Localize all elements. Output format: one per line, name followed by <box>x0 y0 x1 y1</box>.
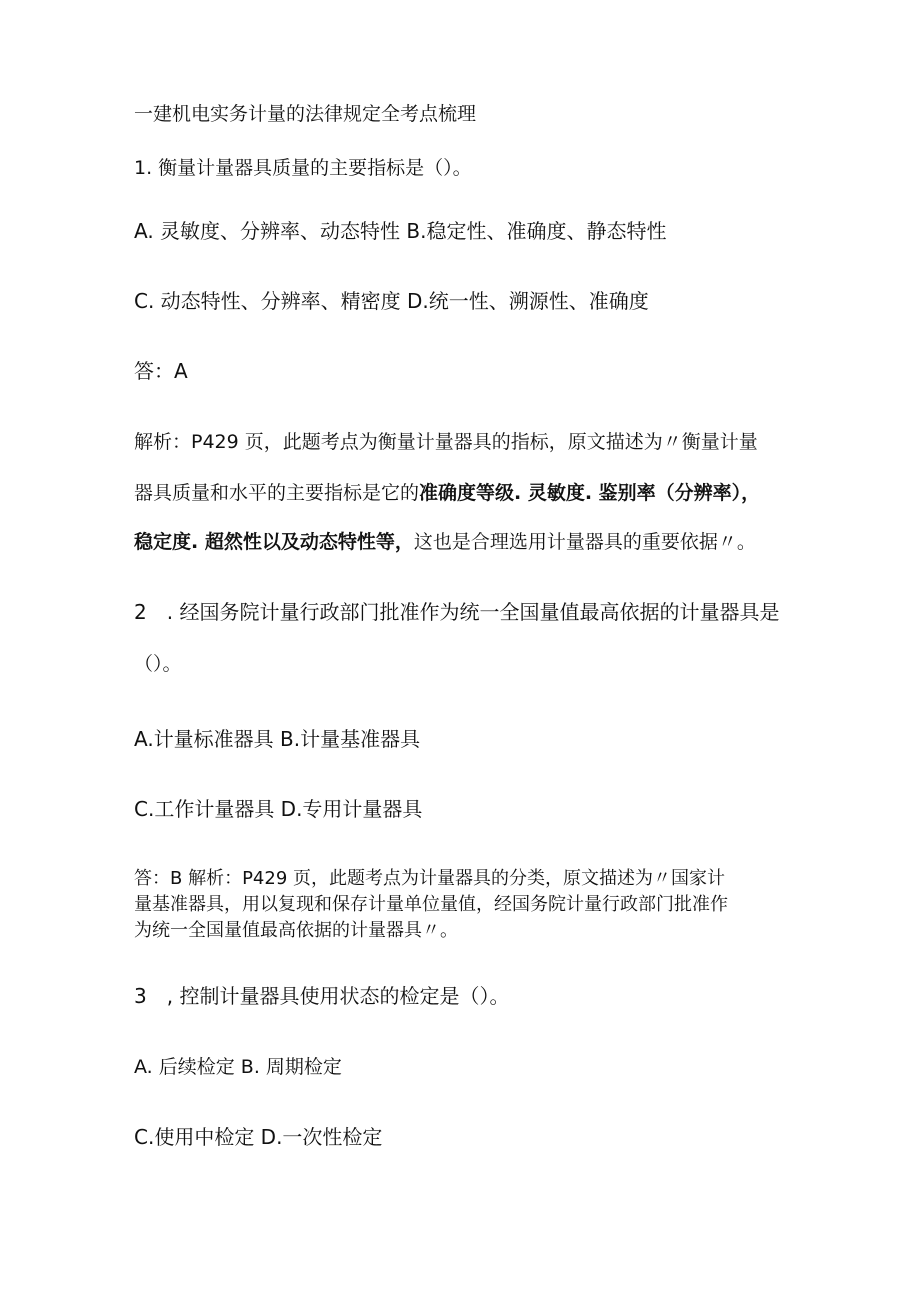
question-3-options-cd: C.使用中检定 D.一次性检定 <box>134 1125 383 1149</box>
question-2-stem-line-1: 2 . 经国务院计量行政部门批准作为统一全国量值最高依据的计量器具是 <box>134 600 780 624</box>
question-3-stem: 3 , 控制计量器具使用状态的检定是（）。 <box>134 984 510 1008</box>
document-title: 一建机电实务计量的法律规定全考点梳理 <box>134 103 477 125</box>
analysis-bold-text: 稳定度. 超然性以及动态特性等， <box>134 531 414 553</box>
question-1-analysis-line-3 <box>134 529 756 555</box>
question-1-analysis-line-1: 解析：P429 页，此题考点为衡量计量器具的指标，原文描述为〃衡量计量 <box>134 431 758 453</box>
question-2-analysis-line-2: 量基准器具，用以复现和保存计量单位量值，经国务院计量行政部门批准作 <box>134 894 728 915</box>
question-2-analysis-line-3: 为统一全国量值最高依据的计量器具〃。 <box>134 920 458 941</box>
question-1-stem: 1. 衡量计量器具质量的主要指标是（）。 <box>134 157 472 179</box>
question-1-analysis-line-2 <box>134 480 760 506</box>
question-1-answer: 答：A <box>134 359 188 383</box>
question-2-options-ab: A.计量标准器具 B.计量基准器具 <box>134 727 421 751</box>
question-1-options-ab: A. 灵敏度、分辨率、动态特性 B.稳定性、准确度、静态特性 <box>134 219 667 243</box>
question-2-options-cd: C.工作计量器具 D.专用计量器具 <box>134 797 423 821</box>
analysis-text: 器具质量和水平的主要指标是它的 <box>134 482 420 504</box>
analysis-bold-text: 准确度等级. 灵敏度. 鉴别率（分辨率）， <box>419 482 761 504</box>
question-3-options-ab: A. 后续检定 B. 周期检定 <box>134 1056 342 1078</box>
question-2-stem-line-2: （）。 <box>134 653 182 675</box>
question-2-analysis-line-1: 答：B 解析：P429 页，此题考点为计量器具的分类，原文描述为〃国家计 <box>134 868 725 889</box>
analysis-text: 这也是合理选用计量器具的重要依据〃。 <box>413 531 756 553</box>
question-1-options-cd: C. 动态特性、分辨率、精密度 D.统一性、溯源性、准确度 <box>134 289 649 313</box>
